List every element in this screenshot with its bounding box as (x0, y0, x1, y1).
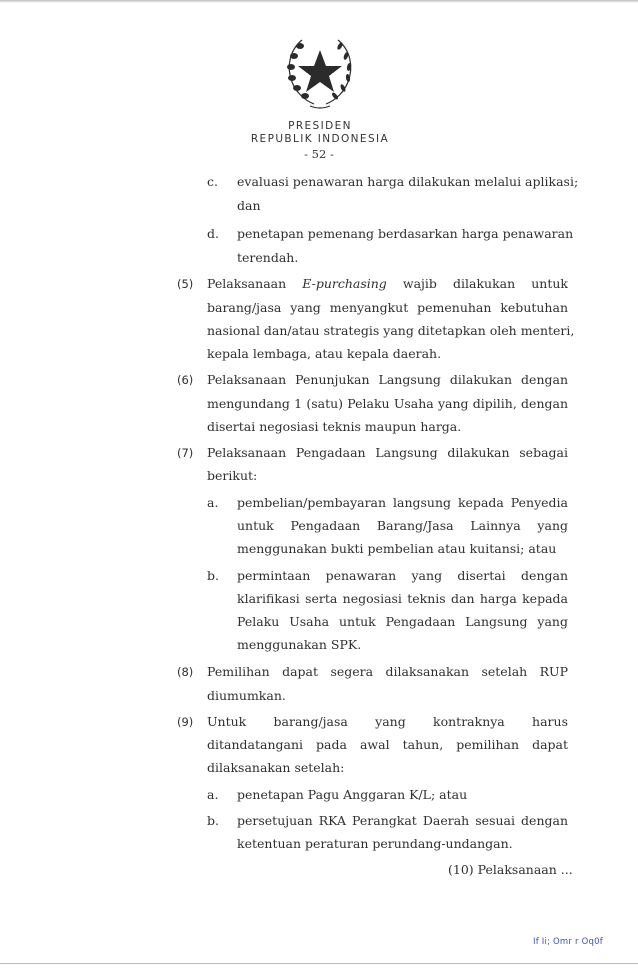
para-8-marker: (8) (177, 665, 194, 679)
para-5-line-1 (207, 276, 568, 292)
para-9b-marker: b. (207, 813, 219, 828)
continuation-note: (10) Pelaksanaan ... (448, 862, 573, 877)
para-7-line-2: berikut: (207, 468, 258, 483)
para-9b-line-2: ketentuan peraturan perundang-undangan. (237, 836, 513, 851)
para-9-line-1: Untuk barang/jasa yang kontraknya harus (207, 714, 568, 729)
para-5-term-epurchasing: E-purchasing (302, 276, 387, 291)
garuda-star-emblem-icon (272, 26, 368, 112)
header-presiden: PRESIDEN (288, 120, 352, 132)
para-9-marker: (9) (177, 715, 194, 729)
para-7a-line-2: untuk Pengadaan Barang/Jasa Lainnya yang (237, 518, 568, 533)
para-7a-line-1: pembelian/pembayaran langsung kepada Penyedia (237, 495, 568, 510)
para-5-line-3: nasional dan/atau strategis yang ditetapkan oleh menteri, (207, 323, 575, 338)
para-5-line-2: barang/jasa yang menyangkut pemenuhan kebutuhan (207, 300, 568, 315)
para-5-line-4: kepala lembaga, atau kepala daerah. (207, 346, 442, 361)
header-republik: REPUBLIK INDONESIA (250, 133, 390, 145)
para-8-line-2: diumumkan. (207, 688, 286, 703)
page-number: - 52 - (304, 147, 334, 161)
para-8-line-1: Pemilihan dapat segera dilaksanakan setelah RUP (207, 664, 568, 679)
para-6-line-3: disertai negosiasi teknis maupun harga. (207, 419, 462, 434)
para-5-word-4: dilakukan (453, 276, 516, 291)
para-5-word-3: wajib (402, 276, 437, 291)
scan-edge (0, 0, 638, 3)
item-d-line-2: terendah. (237, 250, 299, 265)
para-5-word-1: Pelaksanaan (207, 276, 287, 291)
para-5-marker: (5) (177, 277, 194, 291)
para-7-marker: (7) (177, 446, 194, 460)
para-9a-line-1: penetapan Pagu Anggaran K/L; atau (237, 787, 468, 802)
para-7-line-1: Pelaksanaan Pengadaan Langsung dilakukan sebagai (207, 445, 568, 460)
footer-stamp-text: If Ii; Omr r Oq0f (533, 937, 603, 947)
para-7b-marker: b. (207, 568, 219, 583)
item-d-marker: d. (207, 226, 219, 241)
para-5-word-5: untuk (531, 276, 568, 291)
para-6-line-2: mengundang 1 (satu) Pelaku Usaha yang dipilih, dengan (207, 396, 568, 411)
para-7b-line-4: menggunakan SPK. (237, 637, 362, 652)
para-6-line-1: Pelaksanaan Penunjukan Langsung dilakukan dengan (207, 372, 568, 387)
item-c-marker: c. (207, 174, 218, 189)
para-9a-marker: a. (207, 787, 219, 802)
para-7b-line-3: Pelaku Usaha untuk Pengadaan Langsung yang (237, 614, 568, 629)
para-7a-marker: a. (207, 495, 219, 510)
para-7a-line-3: menggunakan bukti pembelian atau kuitansi; atau (237, 541, 557, 556)
para-9-line-3: dilaksanakan setelah: (207, 760, 345, 775)
para-6-marker: (6) (177, 373, 194, 387)
item-d-line-1: penetapan pemenang berdasarkan harga penawaran (237, 226, 574, 241)
item-c-line-1: evaluasi penawaran harga dilakukan melalui aplikasi; (237, 174, 579, 189)
para-9b-line-1: persetujuan RKA Perangkat Daerah sesuai dengan (237, 813, 568, 828)
item-c-line-2: dan (237, 198, 261, 213)
para-7b-line-2: klarifikasi serta negosiasi teknis dan harga kepada (237, 591, 568, 606)
footer-rule (0, 963, 638, 964)
para-7b-line-1: permintaan penawaran yang disertai dengan (237, 568, 568, 583)
para-9-line-2: ditandatangani pada awal tahun, pemilihan dapat (207, 737, 568, 752)
